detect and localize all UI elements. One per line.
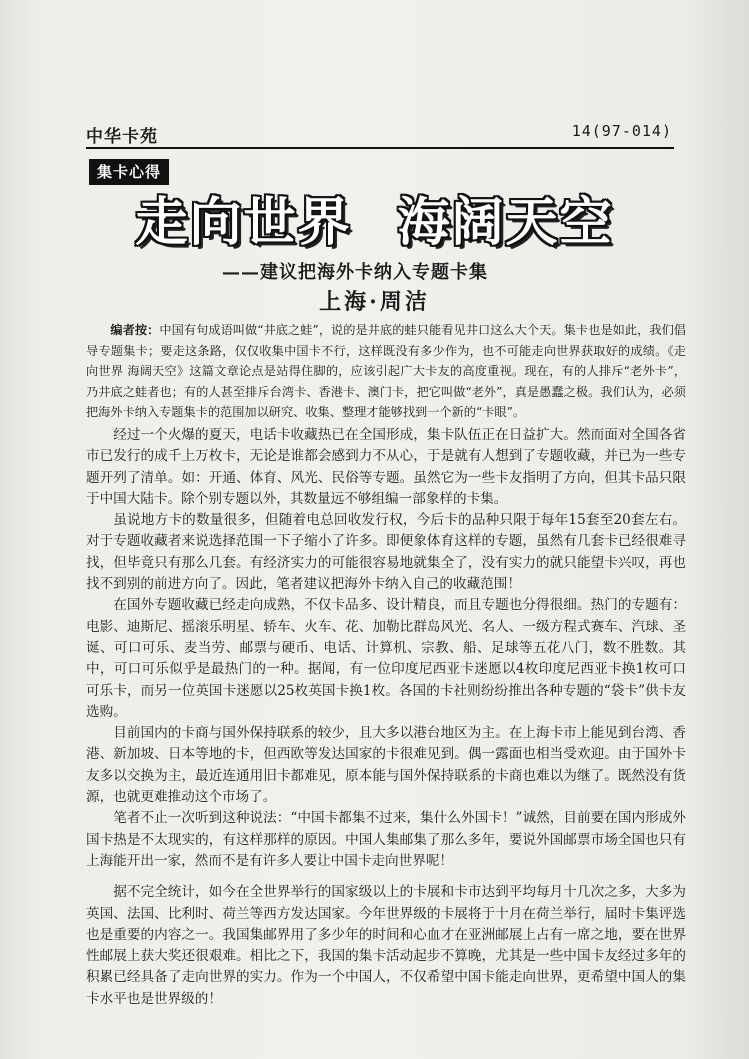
body-paragraph: 虽说地方卡的数量很多，但随着电总回收发行权，今后卡的品种只限于每年15套至20套左右。对于专题收藏者来说选择范围一下子缩小了许多。即便象体育这样的专题，虽然有几套卡已经很难寻找，但毕竟只有那么几套。有经济实力的可能很容易地就集全了，没有实力的就只能望卡兴叹，再也找不到别的前进方向了。因此，笔者建议把海外卡纳入自己的收藏范围！ [86, 512, 686, 593]
header-rule [86, 147, 674, 149]
body-paragraph: 目前国内的卡商与国外保持联系的较少，且大多以港台地区为主。在上海卡市上能见到台湾、香港、新加坡、日本等地的卡，但西欧等发达国家的卡很难见到。偶一露面也相当受欢迎。由于国外卡友多以交换为主，最近连通用旧卡都难见，原本能与国外保持联系的卡商也难以为继了。既然没有货源，也就更难推动这个市场了。 [86, 725, 686, 806]
body-paragraph: 在国外专题收藏已经走向成熟，不仅卡品多、设计精良，而且专题也分得很细。热门的专题有：电影、迪斯尼、摇滚乐明星、轿车、火车、花、加勒比群岛风光、名人、一级方程式赛车、汽球、圣诞、可口可乐、麦当劳、邮票与硬币、电话、计算机、宗教、船、足球等五花八门，数不胜数。其中，可口可乐似乎是最热门的一种。据闻，有一位印度尼西亚卡迷愿以4枚印度尼西亚卡换1枚可口可乐卡，而另一位英国卡迷愿以25枚英国卡换1枚。各国的卡社则纷纷推出各种专题的“袋卡”供卡友选购。 [86, 597, 686, 720]
body-paragraph: 经过一个火爆的夏天，电话卡收藏热已在全国形成，集卡队伍正在日益扩大。然而面对全国各省市已发行的成千上万枚卡，无论是谁都会感到力不从心，于是就有人想到了专题收藏，并已为一些专题开列了清单。如：开通、体育、风光、民俗等专题。虽然它为一些卡友指明了方向，但其卡品只限于中国大陆卡。除个别专题以外，其数量远不够组编一部象样的卡集。 [86, 426, 686, 507]
title-part-1: 走向世界 [135, 193, 352, 253]
title-part-2: 海阔天空 [397, 193, 614, 253]
body-paragraph: 笔者不止一次听到这种说法：“中国卡都集不过来，集什么外国卡！”诚然，目前要在国内形成外国卡热是不太现实的，有这样那样的原因。中国人集邮集了那么多年，要说外国邮票市场全国也只有上海能开出一家，然而不是有许多人要让中国卡走向世界呢！ [86, 810, 686, 869]
article-subtitle: ——建议把海外卡纳入专题卡集 [222, 262, 488, 283]
article-author: 上海·周洁 [319, 289, 430, 315]
body-paragraph: 据不完全统计，如今在全世界举行的国家级以上的卡展和卡市达到平均每月十几次之多，大多为英国、法国、比利时、荷兰等西方发达国家。今年世界级的卡展将于十月在荷兰举行，届时卡集评选也是重要的内容之一。我国集邮界用了多少年的时间和心血才在亚洲邮展上占有一席之地，要在世界性邮展上获大奖还很艰难。相比之下，我国的集卡活动起步不算晚，尤其是一些中国卡友经过多年的积累已经具备了走向世界的实力。作为一个中国人，不仅希望中国卡能走向世界，更希望中国人的集卡水平也是世界级的！ [86, 884, 686, 1007]
issue-number: 14(97-014) [571, 122, 672, 140]
editor-note-lead: 编者按： [110, 323, 160, 337]
editor-note-text: 中国有句成语叫做“井底之蛙”，说的是井底的蛙只能看见井口这么大个天。集卡也是如此，我们倡导专题集卡；要走这条路，仅仅收集中国卡不行，这样既没有多少作为，也不可能走向世界获取好的成绩。《走向世界 海阔天空》这篇文章论点是站得住脚的，应该引起广大卡友的高度重视。现在，有的人排斥“老外卡”，乃井底之蛙者也；有的人甚至排斥台湾卡、香港卡、澳门卡，把它叫做“老外”，真是愚蠢之极。我们认为，必须把海外卡纳入专题集卡的范围加以研究、收集、整理才能够找到一个新的“卡眼”。 [86, 323, 686, 420]
page-header [86, 122, 672, 148]
article-title [0, 180, 749, 255]
article-body [86, 320, 686, 1010]
editor-note [86, 320, 686, 423]
publication-name: 中华卡苑 [86, 127, 158, 147]
column-badge: 集卡心得 [89, 159, 169, 185]
